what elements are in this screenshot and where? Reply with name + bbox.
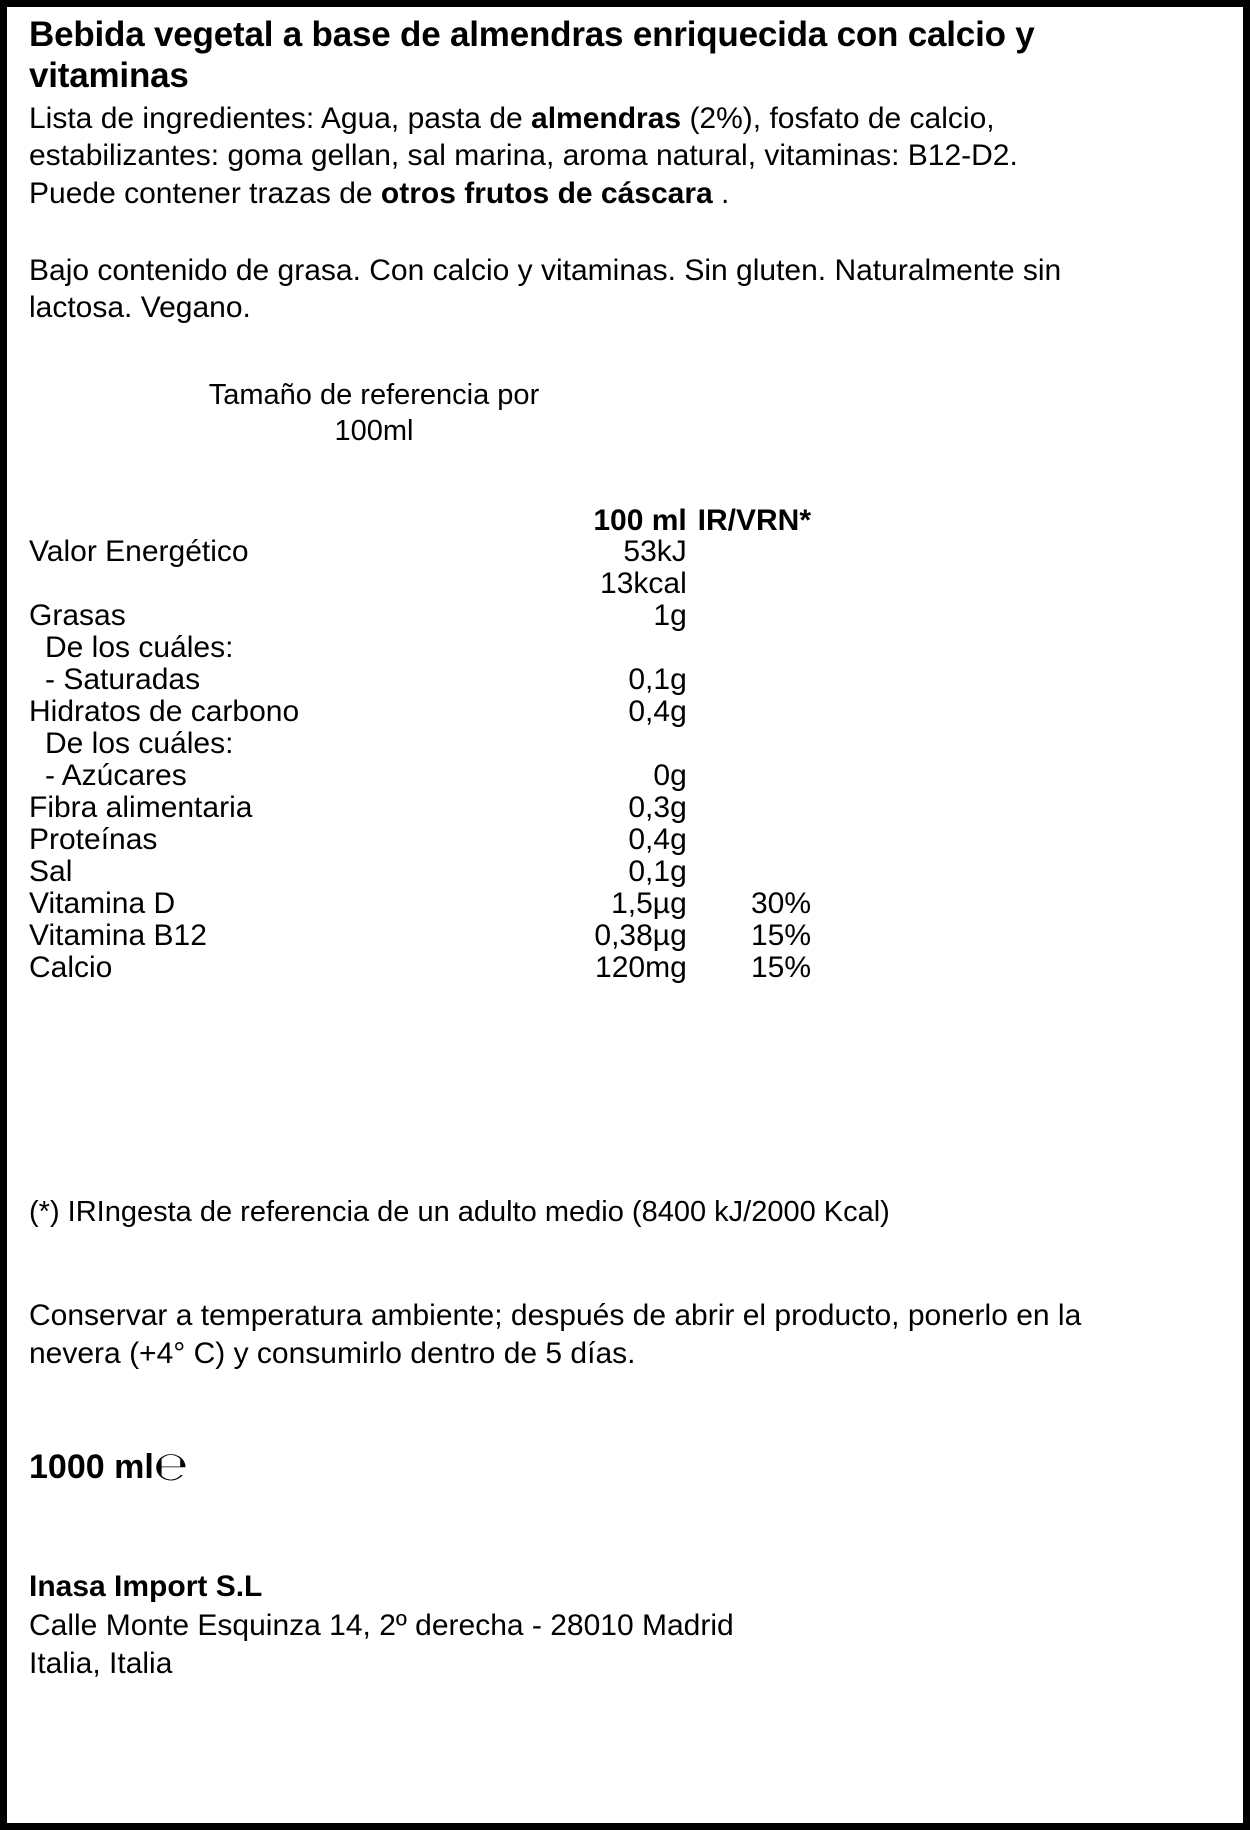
- product-claims: Bajo contenido de grasa. Con calcio y vitaminas. Sin gluten. Naturalmente sin lactosa. Vegano.: [29, 253, 1062, 324]
- ingredients-suffix: .: [712, 176, 730, 210]
- nutrient-label: [29, 569, 534, 601]
- column-header-irvrn: IR/VRN*: [697, 503, 811, 537]
- nutrient-value: 53kJ: [623, 534, 687, 568]
- estimated-sign-icon: ℮: [153, 1444, 188, 1491]
- nutrient-value: 0,1g: [628, 662, 687, 696]
- reference-intake-footnote: (*) IRIngesta de referencia de un adulto medio (8400 kJ/2000 Kcal): [29, 1195, 890, 1228]
- nutrient-percentage: [691, 537, 829, 569]
- nutrient-value: 0,1g: [628, 854, 687, 888]
- table-row: [29, 793, 829, 825]
- table-row: [29, 697, 829, 729]
- nutrient-value: [534, 633, 691, 665]
- ingredients-prefix: Lista de ingredientes: Agua, pasta de: [29, 102, 532, 136]
- table-row: [29, 857, 829, 889]
- nutrient-value: 1,5µg: [611, 886, 687, 920]
- table-row: [29, 665, 829, 697]
- nutrient-label: De los cuáles:: [45, 630, 234, 664]
- manufacturer-country: Italia, Italia: [29, 1647, 173, 1681]
- nutrient-label: - Saturadas: [45, 662, 201, 696]
- nutrient-value: 13kcal: [600, 566, 687, 600]
- nutrient-percentage: [691, 761, 829, 793]
- nutrient-value: 1g: [653, 598, 687, 632]
- nutrient-label: De los cuáles:: [45, 726, 234, 760]
- nutrient-value: 0,4g: [628, 694, 687, 728]
- nutrient-percentage: [691, 793, 829, 825]
- column-header-nutrient: [29, 505, 534, 537]
- nutrition-table-body: [29, 534, 829, 985]
- nutrient-value: 0,4g: [628, 822, 687, 856]
- nutrient-percentage: [691, 857, 829, 889]
- nutrient-percentage: [691, 569, 829, 601]
- nutrient-label: - Azúcares: [45, 758, 187, 792]
- net-volume-amount: 1000 ml: [29, 1448, 154, 1487]
- manufacturer-name: Inasa Import S.L: [29, 1570, 263, 1604]
- table-row: [29, 537, 829, 569]
- serving-size-header: [29, 378, 719, 449]
- nutrient-percentage: [691, 633, 829, 665]
- nutrient-percentage: [691, 665, 829, 697]
- nutrient-percentage: 15%: [750, 918, 811, 952]
- nutrient-percentage: [691, 601, 829, 633]
- label-content: [7, 7, 1243, 1684]
- table-row: [29, 633, 829, 665]
- table-row: [29, 761, 829, 793]
- table-row: [29, 729, 829, 761]
- table-row: [29, 569, 829, 601]
- table-row: [29, 953, 829, 985]
- nutrition-table-header: [29, 505, 829, 537]
- serving-size-line2: 100ml: [334, 414, 414, 447]
- nutrient-label: Hidratos de carbono: [29, 694, 300, 728]
- allergen-almendras: almendras: [531, 102, 682, 136]
- nutrient-label: Vitamina B12: [29, 918, 207, 952]
- table-header-row: [29, 505, 829, 537]
- table-row: [29, 889, 829, 921]
- table-row: [29, 601, 829, 633]
- nutrient-label: Proteínas: [29, 822, 158, 856]
- nutrient-label: Sal: [29, 854, 73, 888]
- column-header-per-100ml: 100 ml: [593, 503, 687, 537]
- nutrition-facts-table: [29, 505, 829, 985]
- page-title: Bebida vegetal a base de almendras enriquecida con calcio y vitaminas: [29, 15, 1035, 95]
- ingredients-list: [29, 100, 1225, 212]
- nutrient-label: Fibra alimentaria: [29, 790, 253, 824]
- manufacturer-info: [29, 1568, 1225, 1683]
- serving-size-line1: Tamaño de referencia por: [208, 379, 540, 412]
- nutrient-value: 0,38µg: [594, 918, 687, 952]
- nutrient-label: Vitamina D: [29, 886, 176, 920]
- nutrient-percentage: [691, 697, 829, 729]
- nutrient-value: 120mg: [595, 950, 687, 984]
- allergen-frutos-de-cascara: otros frutos de cáscara: [380, 176, 713, 210]
- table-row: [29, 825, 829, 857]
- nutrient-percentage: 15%: [750, 950, 811, 984]
- nutrient-label: Valor Energético: [29, 534, 249, 568]
- manufacturer-address: Calle Monte Esquinza 14, 2º derecha - 28010 Madrid: [29, 1608, 734, 1642]
- nutrient-label: Grasas: [29, 598, 126, 632]
- nutrient-label: Calcio: [29, 950, 113, 984]
- nutrient-value: 0g: [653, 758, 687, 792]
- nutrient-percentage: [691, 729, 829, 761]
- storage-instructions: Conservar a temperatura ambiente; después de abrir el producto, ponerlo en la nevera (+4° C) y consumirlo dentro de 5 días.: [29, 1298, 1082, 1370]
- net-volume: [29, 1444, 1225, 1490]
- nutrient-value: [534, 729, 691, 761]
- nutrient-value: 0,3g: [628, 790, 687, 824]
- table-row: [29, 921, 829, 953]
- ingredients-middle: (2%), fosfato de calcio, estabilizantes: goma gellan, sal marina, aroma natural, vitaminas: B12-D2. Puede contener trazas de: [29, 102, 1018, 210]
- nutrient-percentage: 30%: [750, 886, 811, 920]
- nutrient-percentage: [691, 825, 829, 857]
